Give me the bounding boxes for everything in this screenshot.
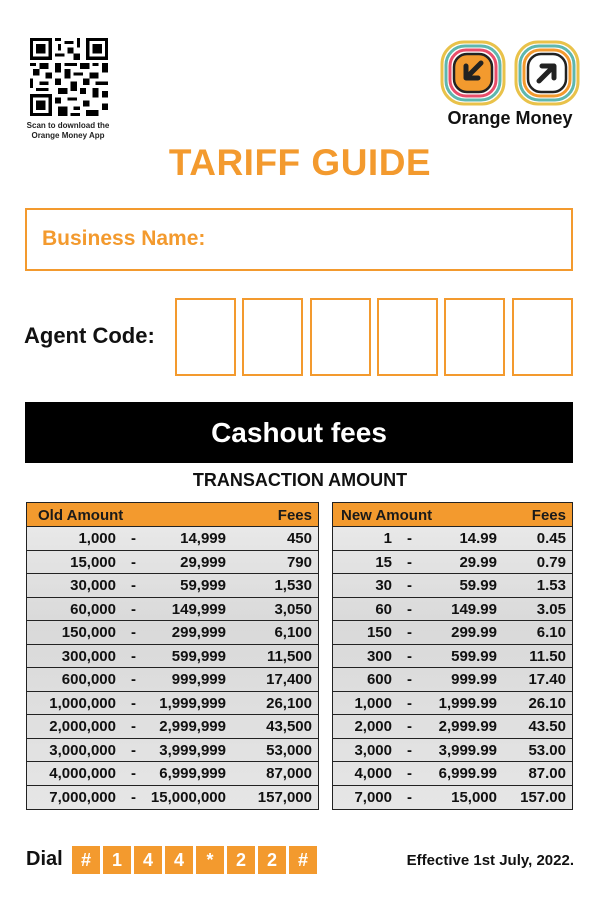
- amount-to: 15,000,000: [150, 788, 226, 806]
- agent-code-label: Agent Code:: [24, 323, 155, 348]
- table-row: [27, 739, 318, 763]
- fee-value: 157,000: [257, 788, 312, 806]
- table-row: [333, 598, 572, 622]
- table-row: [333, 786, 572, 810]
- fee-value: 450: [286, 530, 312, 547]
- amount-to: 29.99: [459, 553, 497, 571]
- fee-value: 3,050: [274, 600, 312, 618]
- range-dash: -: [131, 647, 136, 665]
- table-row: [27, 668, 318, 692]
- amount-from: 3,000,000: [49, 741, 116, 759]
- amount-to: 2,999,999: [159, 718, 226, 735]
- range-dash: -: [131, 788, 136, 806]
- amount-to: 299.99: [451, 624, 497, 641]
- amount-from: 4,000: [354, 765, 392, 782]
- agent-code-box-5[interactable]: [444, 298, 505, 376]
- fee-value: 53.00: [528, 741, 566, 759]
- amount-from: 1,000: [78, 530, 116, 547]
- amount-to: 3,999,999: [159, 741, 226, 759]
- table-row: [333, 692, 572, 716]
- fee-value: 1.53: [536, 577, 566, 594]
- table-subheading: TRANSACTION AMOUNT: [192, 470, 408, 490]
- table-header: [333, 503, 572, 527]
- table-row: [333, 551, 572, 575]
- dial-label: Dial: [26, 848, 63, 870]
- amount-from: 600,000: [61, 671, 116, 688]
- fee-value: 26.10: [528, 694, 566, 712]
- amount-to: 1,999,999: [159, 694, 226, 712]
- amount-to: 59,999: [180, 577, 226, 594]
- range-dash: -: [407, 694, 412, 712]
- table-row: [333, 574, 572, 598]
- fee-value: 0.45: [536, 530, 566, 547]
- amount-to: 149.99: [451, 600, 497, 618]
- amount-from: 1,000,000: [49, 694, 116, 712]
- agent-code-box-6[interactable]: [512, 298, 573, 376]
- header-amount: New Amount: [341, 507, 433, 524]
- range-dash: -: [131, 530, 136, 547]
- amount-from: 150,000: [61, 624, 116, 641]
- table-header: [27, 503, 318, 527]
- table-row: [333, 527, 572, 551]
- fee-value: 43,500: [266, 718, 312, 735]
- amount-to: 14,999: [180, 530, 226, 547]
- fee-value: 157.00: [520, 788, 566, 806]
- range-dash: -: [131, 718, 136, 735]
- range-dash: -: [407, 600, 412, 618]
- dial-key: 1: [103, 846, 131, 874]
- range-dash: -: [407, 765, 412, 782]
- table-row: [333, 762, 572, 786]
- amount-to: 599,999: [171, 647, 226, 665]
- amount-to: 6,999,999: [159, 765, 226, 782]
- range-dash: -: [407, 624, 412, 641]
- amount-to: 299,999: [171, 624, 226, 641]
- amount-from: 2,000,000: [49, 718, 116, 735]
- table-row: [333, 715, 572, 739]
- table-row: [333, 621, 572, 645]
- amount-from: 7,000: [354, 788, 392, 806]
- brand-name: Orange Money: [447, 108, 573, 128]
- fee-value: 87,000: [266, 765, 312, 782]
- agent-code-box-1[interactable]: [175, 298, 236, 376]
- amount-from: 15: [375, 553, 392, 571]
- range-dash: -: [407, 741, 412, 759]
- range-dash: -: [407, 553, 412, 571]
- fee-value: 87.00: [528, 765, 566, 782]
- business-name-field[interactable]: [25, 208, 573, 271]
- brand-logo: [436, 38, 584, 130]
- effective-date: Effective 1st July, 2022.: [406, 852, 574, 869]
- amount-to: 999.99: [451, 671, 497, 688]
- amount-from: 30,000: [70, 577, 116, 594]
- table-row: [27, 598, 318, 622]
- amount-to: 1,999.99: [438, 694, 497, 712]
- amount-from: 7,000,000: [49, 788, 116, 806]
- fee-value: 1,530: [274, 577, 312, 594]
- amount-from: 3,000: [354, 741, 392, 759]
- table-row: [27, 762, 318, 786]
- dial-key: 2: [258, 846, 286, 874]
- amount-to: 59.99: [459, 577, 497, 594]
- amount-to: 2,999.99: [438, 718, 497, 735]
- table-row: [333, 645, 572, 669]
- range-dash: -: [407, 718, 412, 735]
- new-amount-table: [332, 502, 573, 810]
- agent-code-box-3[interactable]: [310, 298, 371, 376]
- range-dash: -: [131, 577, 136, 594]
- amount-from: 1,000: [354, 694, 392, 712]
- dial-key: #: [289, 846, 317, 874]
- qr-code: [30, 38, 108, 116]
- table-row: [27, 527, 318, 551]
- old-amount-table: [26, 502, 319, 810]
- qr-caption: Scan to download the Orange Money App: [26, 121, 110, 140]
- arrow-out-icon: [516, 42, 578, 104]
- fee-value: 790: [286, 553, 312, 571]
- header-amount: Old Amount: [38, 507, 124, 524]
- range-dash: -: [407, 671, 412, 688]
- dial-key: 4: [165, 846, 193, 874]
- amount-from: 4,000,000: [49, 765, 116, 782]
- section-banner: Cashout fees: [25, 402, 573, 463]
- amount-from: 2,000: [354, 718, 392, 735]
- agent-code-box-2[interactable]: [242, 298, 303, 376]
- fee-value: 6.10: [536, 624, 566, 641]
- fee-value: 17.40: [528, 671, 566, 688]
- dial-key: #: [72, 846, 100, 874]
- fee-value: 6,100: [274, 624, 312, 641]
- table-row: [27, 786, 318, 810]
- dial-key: 2: [227, 846, 255, 874]
- table-row: [333, 668, 572, 692]
- fee-value: 26,100: [266, 694, 312, 712]
- amount-from: 15,000: [70, 553, 116, 571]
- table-row: [27, 621, 318, 645]
- fee-value: 3.05: [536, 600, 566, 618]
- fee-value: 53,000: [266, 741, 312, 759]
- fee-value: 11,500: [266, 647, 312, 665]
- range-dash: -: [131, 600, 136, 618]
- amount-from: 60: [375, 600, 392, 618]
- table-row: [27, 574, 318, 598]
- table-row: [27, 715, 318, 739]
- amount-from: 150: [366, 624, 392, 641]
- header-fees: Fees: [531, 507, 566, 524]
- amount-to: 149,999: [171, 600, 226, 618]
- range-dash: -: [407, 647, 412, 665]
- amount-from: 600: [366, 671, 392, 688]
- table-row: [27, 551, 318, 575]
- range-dash: -: [131, 553, 136, 571]
- amount-to: 14.99: [459, 530, 497, 547]
- header-fees: Fees: [277, 507, 312, 524]
- range-dash: -: [131, 765, 136, 782]
- amount-from: 60,000: [70, 600, 116, 618]
- amount-to: 599.99: [451, 647, 497, 665]
- range-dash: -: [407, 577, 412, 594]
- table-row: [27, 645, 318, 669]
- fee-value: 0.79: [536, 553, 566, 571]
- amount-to: 6,999.99: [438, 765, 497, 782]
- fee-value: 11.50: [529, 647, 566, 665]
- dial-key: *: [196, 846, 224, 874]
- amount-to: 29,999: [180, 553, 226, 571]
- arrow-in-icon: [442, 42, 504, 104]
- table-row: [333, 739, 572, 763]
- business-name-label: Business Name:: [42, 227, 206, 250]
- range-dash: -: [131, 694, 136, 712]
- range-dash: -: [131, 624, 136, 641]
- agent-code-box-4[interactable]: [377, 298, 438, 376]
- amount-from: 30: [375, 577, 392, 594]
- range-dash: -: [131, 671, 136, 688]
- amount-from: 300,000: [61, 647, 116, 665]
- range-dash: -: [131, 741, 136, 759]
- range-dash: -: [407, 530, 412, 547]
- amount-to: 999,999: [171, 671, 226, 688]
- table-row: [27, 692, 318, 716]
- fee-value: 17,400: [266, 671, 312, 688]
- range-dash: -: [407, 788, 412, 806]
- amount-from: 300: [366, 647, 392, 665]
- amount-to: 15,000: [451, 788, 497, 806]
- amount-from: 1: [383, 530, 392, 547]
- amount-to: 3,999.99: [438, 741, 497, 759]
- fee-value: 43.50: [528, 718, 566, 735]
- dial-key: 4: [134, 846, 162, 874]
- page-title: TARIFF GUIDE: [168, 142, 432, 183]
